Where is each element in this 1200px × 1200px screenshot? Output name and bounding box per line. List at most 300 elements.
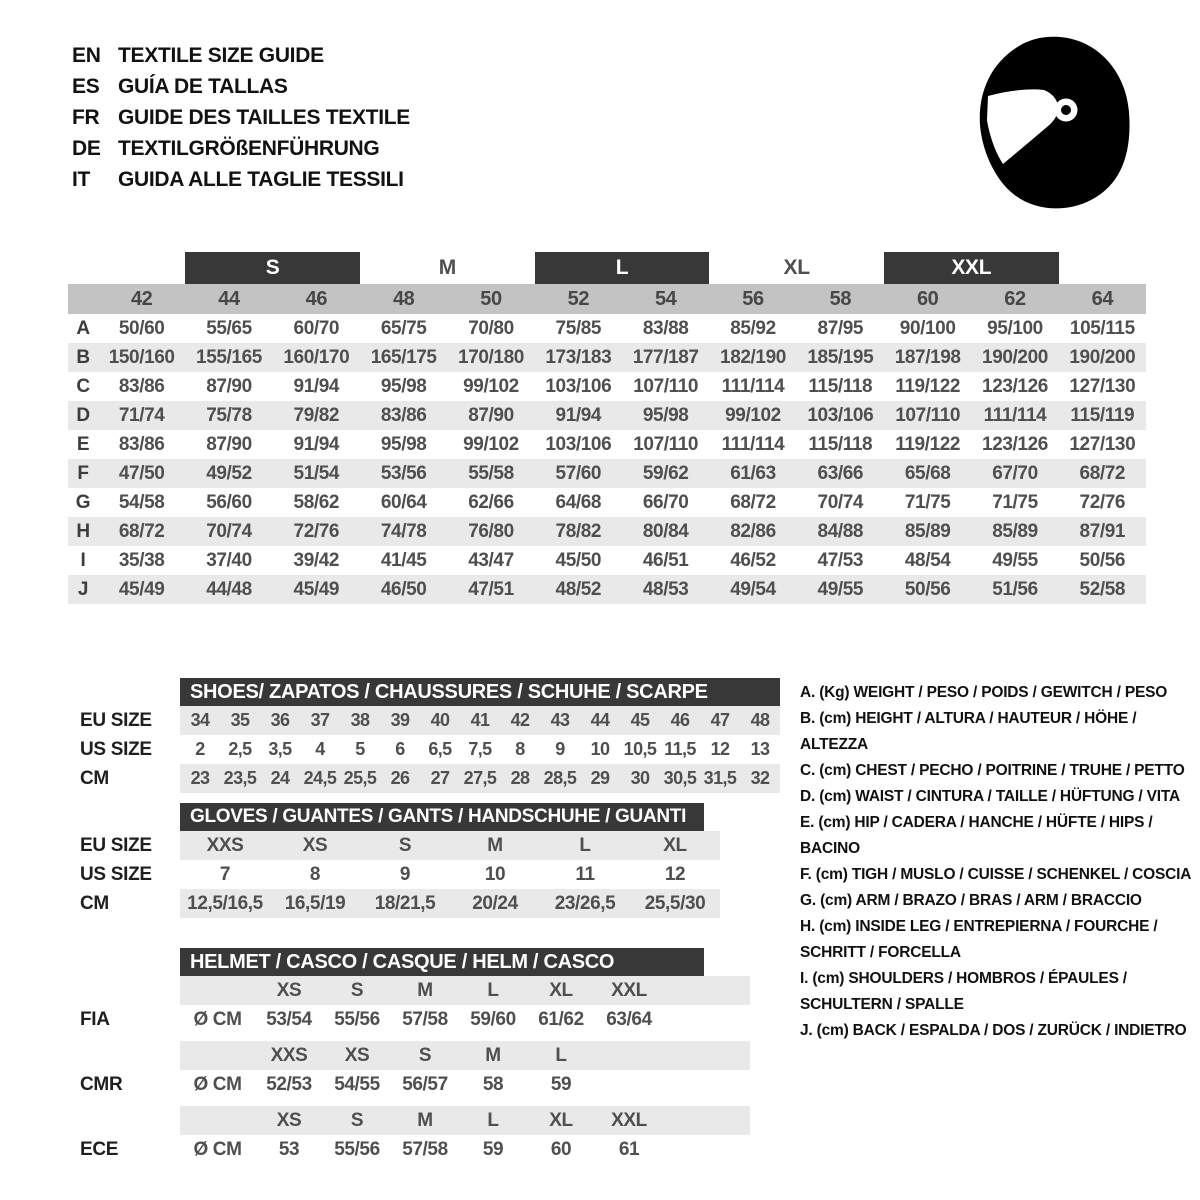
measurement-legend	[800, 680, 1200, 1044]
size-cell: S	[398, 834, 412, 856]
size-value-cell: 68/72	[1079, 462, 1126, 484]
size-value-cell: 91/94	[293, 375, 340, 397]
size-value-cell: 49/54	[730, 578, 776, 600]
size-value-cell: 103/106	[545, 433, 612, 455]
helmet-title-bar: HELMET / CASCO / CASQUE / HELM / CASCO	[180, 948, 704, 976]
size-cell: 13	[750, 739, 770, 759]
language-code: DE	[72, 136, 101, 160]
size-value-cell: 187/198	[894, 346, 961, 368]
language-code: EN	[72, 43, 101, 67]
size-value-cell: 150/160	[108, 346, 175, 368]
size-value-cell: 48/53	[642, 578, 689, 600]
size-value-cell: 91/94	[293, 433, 340, 455]
size-cell: 23,5	[223, 768, 257, 788]
helmet-size-cell: L	[555, 1044, 567, 1066]
size-cell: 42	[510, 710, 530, 730]
language-label: GUÍA DE TALLAS	[118, 74, 288, 98]
size-value-cell: 35/38	[118, 549, 165, 571]
language-label: GUIDA ALLE TAGLIE TESSILI	[118, 167, 404, 191]
gloves-section	[68, 803, 720, 918]
row-label: A	[76, 317, 90, 339]
gloves-title-bar: GLOVES / GUANTES / GANTS / HANDSCHUHE / GUANTI	[180, 803, 704, 831]
size-cell: 31,5	[703, 768, 737, 788]
size-value-cell: 55/58	[468, 462, 514, 484]
size-cell: 43	[550, 710, 570, 730]
size-cell: 3,5	[268, 739, 292, 759]
size-value-cell: 123/126	[982, 375, 1048, 397]
standard-label: ECE	[80, 1138, 119, 1160]
language-header	[72, 40, 410, 195]
size-cell: 30	[630, 768, 650, 788]
size-cell: 40	[430, 710, 450, 730]
standard-label: FIA	[80, 1008, 110, 1030]
size-value-cell: 75/85	[555, 317, 602, 339]
size-cell: 32	[750, 768, 770, 788]
size-value-cell: 49/55	[992, 549, 1038, 571]
measurement-rows	[68, 314, 1146, 604]
size-value-cell: 115/118	[808, 433, 873, 455]
size-cell: 27,5	[463, 768, 497, 788]
helmet-value-cell: 59	[550, 1073, 572, 1095]
size-cell: 9	[399, 863, 411, 885]
size-cell: 7	[219, 863, 231, 885]
size-value-cell: 47/53	[817, 549, 864, 571]
size-cell: 2	[195, 739, 205, 759]
numeric-size-cell: 64	[1091, 287, 1114, 310]
table-row	[68, 459, 1146, 488]
numeric-size-cell: 48	[392, 287, 415, 310]
size-value-cell: 87/90	[206, 433, 252, 455]
size-value-cell: 95/100	[987, 317, 1043, 339]
size-value-cell: 58/62	[293, 491, 340, 513]
table-row	[68, 488, 1146, 517]
size-value-cell: 155/165	[196, 346, 262, 368]
language-row	[72, 164, 410, 195]
size-value-cell: 85/89	[992, 520, 1038, 542]
size-value-cell: 66/70	[642, 491, 689, 513]
helmet-size-cell: XL	[549, 1109, 573, 1131]
size-value-cell: 107/110	[633, 433, 699, 455]
helmet-value-cell: 59/60	[470, 1008, 516, 1030]
size-value-cell: 111/114	[983, 404, 1047, 426]
size-value-cell: 46/50	[380, 578, 427, 600]
size-cell: 26	[390, 768, 410, 788]
size-value-cell: 127/130	[1069, 433, 1136, 455]
diameter-unit-label: Ø CM	[193, 1138, 242, 1160]
gloves-values-band	[180, 831, 720, 860]
helmet-values-band	[180, 1005, 750, 1034]
helmet-standard-table	[68, 1106, 750, 1164]
size-cell: 24,5	[303, 768, 337, 788]
size-value-cell: 71/75	[992, 491, 1038, 513]
size-value-cell: 72/76	[1079, 491, 1126, 513]
shoes-values-band	[180, 764, 780, 793]
helmet-values-row	[68, 1135, 750, 1164]
helmet-value-cell: 59	[482, 1138, 504, 1160]
size-value-cell: 65/75	[380, 317, 427, 339]
size-value-cell: 49/55	[817, 578, 864, 600]
size-value-cell: 83/86	[118, 433, 165, 455]
numeric-size-cell: 52	[567, 287, 590, 310]
size-value-cell: 46/51	[642, 549, 689, 571]
size-cell: 28	[510, 768, 530, 788]
size-value-cell: 85/89	[904, 520, 951, 542]
size-cell: L	[579, 834, 591, 856]
size-value-cell: 51/56	[992, 578, 1038, 600]
diameter-unit-label: Ø CM	[193, 1073, 242, 1095]
size-value-cell: 165/175	[370, 346, 437, 368]
helmet-values-row	[68, 1070, 750, 1099]
size-cell: 35	[230, 710, 250, 730]
size-value-cell: 87/90	[206, 375, 252, 397]
size-value-cell: 160/170	[283, 346, 350, 368]
size-row-label: EU SIZE	[80, 834, 152, 856]
size-value-cell: 107/110	[633, 375, 699, 397]
size-value-cell: 79/82	[293, 404, 340, 426]
size-value-cell: 107/110	[895, 404, 961, 426]
size-value-cell: 57/60	[555, 462, 602, 484]
standard-label-spacer	[68, 1041, 180, 1070]
size-value-cell: 85/92	[730, 317, 776, 339]
size-value-cell: 68/72	[730, 491, 776, 513]
size-value-cell: 190/200	[982, 346, 1048, 368]
size-value-cell: 72/76	[293, 520, 340, 542]
size-value-cell: 74/78	[380, 520, 427, 542]
size-value-cell: 37/40	[206, 549, 252, 571]
size-value-cell: 70/74	[206, 520, 252, 542]
size-value-cell: 123/126	[982, 433, 1048, 455]
legend-item: A. (Kg) WEIGHT / PESO / POIDS / GEWITCH / PESO	[800, 684, 1168, 701]
numeric-size-cell: 54	[654, 287, 677, 310]
size-value-cell: 83/86	[118, 375, 165, 397]
size-row-label: CM	[80, 767, 109, 789]
size-value-cell: 103/106	[545, 375, 612, 397]
shoes-row	[68, 764, 780, 793]
size-cell: 47	[710, 710, 730, 730]
size-group-label: S	[185, 252, 360, 284]
table-row	[68, 430, 1146, 459]
size-value-cell: 50/56	[904, 578, 951, 600]
helmet-size-cell: XS	[344, 1044, 370, 1066]
size-value-cell: 68/72	[118, 520, 165, 542]
helmet-sizes-row	[68, 976, 750, 1005]
size-value-cell: 127/130	[1069, 375, 1136, 397]
size-value-cell: 50/56	[1079, 549, 1126, 571]
size-value-cell: 111/114	[721, 375, 785, 397]
legend-item: D. (cm) WAIST / CINTURA / TAILLE / HÜFTUNG / VITA	[800, 788, 1180, 805]
shoes-row	[68, 735, 780, 764]
size-value-cell: 87/90	[468, 404, 514, 426]
size-value-cell: 91/94	[555, 404, 602, 426]
standard-label-spacer	[68, 1106, 180, 1135]
size-value-cell: 115/118	[808, 375, 873, 397]
diameter-unit-label: Ø CM	[193, 1008, 242, 1030]
standard-label: CMR	[80, 1073, 123, 1095]
size-value-cell: 103/106	[807, 404, 874, 426]
size-group-label: XXL	[884, 252, 1059, 284]
helmet-value-cell: 63/64	[606, 1008, 652, 1030]
language-row	[72, 40, 410, 71]
helmet-value-cell: 53	[278, 1138, 300, 1160]
size-value-cell: 95/98	[380, 433, 427, 455]
row-label: B	[76, 346, 90, 368]
size-cell: 9	[555, 739, 565, 759]
helmet-value-cell: 55/56	[334, 1008, 380, 1030]
size-row-label: EU SIZE	[80, 709, 152, 731]
row-label: F	[77, 462, 89, 484]
size-value-cell: 54/58	[118, 491, 165, 513]
size-cell: 6	[395, 739, 405, 759]
size-cell: 6,5	[428, 739, 452, 759]
helmet-size-cell: XL	[549, 979, 573, 1001]
size-cell: M	[487, 834, 503, 856]
size-cell: 4	[315, 739, 325, 759]
size-value-cell: 70/74	[817, 491, 864, 513]
legend-item: E. (cm) HIP / CADERA / HANCHE / HÜFTE / HIPS / BACINO	[800, 814, 1153, 857]
helmet-value-cell	[595, 1070, 663, 1099]
helmet-value-cell: 61	[618, 1138, 640, 1160]
gloves-row	[68, 889, 720, 918]
size-value-cell: 95/98	[642, 404, 689, 426]
helmet-value-cell: 58	[482, 1073, 504, 1095]
size-value-cell: 51/54	[293, 462, 340, 484]
numeric-size-cell: 56	[742, 287, 764, 310]
helmet-size-cell: XXL	[611, 979, 647, 1001]
size-value-cell: 99/102	[725, 404, 781, 426]
numeric-size-cell: 60	[916, 287, 939, 310]
size-group-header-row	[68, 252, 1146, 284]
helmet-icon-graphic	[975, 33, 1135, 216]
table-row	[68, 372, 1146, 401]
row-label: J	[77, 578, 89, 600]
size-value-cell: 48/54	[904, 549, 951, 571]
size-value-cell: 64/68	[555, 491, 602, 513]
size-cell: 5	[355, 739, 365, 759]
size-cell: 11,5	[664, 739, 696, 759]
size-cell: 16,5/19	[284, 892, 346, 914]
size-value-cell: 87/91	[1079, 520, 1126, 542]
size-value-cell: 173/183	[545, 346, 612, 368]
language-row	[72, 133, 410, 164]
gloves-values-band	[180, 860, 720, 889]
size-cell: 2,5	[228, 739, 252, 759]
textile-size-table	[68, 252, 1146, 604]
size-value-cell: 46/52	[730, 549, 776, 571]
table-row	[68, 546, 1146, 575]
size-cell: 41	[470, 710, 490, 730]
size-row-label: US SIZE	[80, 738, 152, 760]
helmet-values-row	[68, 1005, 750, 1034]
size-value-cell: 52/58	[1079, 578, 1126, 600]
helmet-value-cell: 54/55	[334, 1073, 380, 1095]
helmet-standard-table	[68, 1041, 750, 1099]
helmet-size-cell: L	[487, 1109, 499, 1131]
helmet-value-cell: 55/56	[334, 1138, 380, 1160]
size-cell: 44	[590, 710, 610, 730]
legend-item: H. (cm) INSIDE LEG / ENTREPIERNA / FOURCHE / SCHRITT / FORCELLA	[800, 918, 1158, 961]
size-value-cell: 60/64	[380, 491, 427, 513]
size-cell: 24	[270, 768, 290, 788]
numeric-size-cell: 46	[305, 287, 328, 310]
size-value-cell: 105/115	[1069, 317, 1135, 339]
size-value-cell: 39/42	[293, 549, 340, 571]
numeric-size-cell: 42	[130, 287, 153, 310]
helmet-size-cell: S	[350, 1109, 364, 1131]
language-code: ES	[72, 74, 100, 98]
table-row	[68, 517, 1146, 546]
table-row	[68, 401, 1146, 430]
size-value-cell: 47/51	[468, 578, 514, 600]
size-value-cell: 75/78	[206, 404, 252, 426]
size-value-cell: 59/62	[642, 462, 689, 484]
language-row	[72, 71, 410, 102]
helmet-size-cell: L	[487, 979, 499, 1001]
gloves-rows	[68, 831, 720, 918]
numeric-size-row	[68, 284, 1146, 314]
helmet-size-cell: XS	[276, 979, 302, 1001]
legend-item: G. (cm) ARM / BRAZO / BRAS / ARM / BRACCIO	[800, 892, 1142, 909]
size-value-cell: 50/60	[118, 317, 165, 339]
shoes-section	[68, 678, 780, 793]
size-value-cell: 119/122	[895, 375, 961, 397]
helmet-size-section	[68, 948, 750, 1164]
size-value-cell: 70/80	[468, 317, 514, 339]
size-value-cell: 71/74	[118, 404, 165, 426]
size-value-cell: 65/68	[904, 462, 951, 484]
size-group-label: L	[535, 252, 710, 284]
size-value-cell: 119/122	[895, 433, 961, 455]
size-value-cell: 185/195	[807, 346, 874, 368]
size-cell: 20/24	[472, 892, 518, 914]
numeric-size-cell: 44	[218, 287, 240, 310]
row-label: G	[75, 491, 91, 513]
helmet-value-cell: 56/57	[402, 1073, 448, 1095]
gloves-row	[68, 831, 720, 860]
helmet-sizes-band	[180, 1106, 750, 1135]
shoes-row	[68, 706, 780, 735]
size-value-cell: 45/49	[293, 578, 340, 600]
row-label-spacer	[68, 284, 98, 314]
size-cell: 12	[664, 863, 686, 885]
helmet-sizes-row	[68, 1106, 750, 1135]
size-cell: 25,5/30	[644, 892, 706, 914]
size-value-cell: 48/52	[555, 578, 602, 600]
size-value-cell: 190/200	[1069, 346, 1136, 368]
size-value-cell: 84/88	[817, 520, 864, 542]
language-label: TEXTILGRÖßENFÜHRUNG	[118, 136, 380, 160]
size-value-cell: 83/86	[380, 404, 427, 426]
legend-item: C. (cm) CHEST / PECHO / POITRINE / TRUHE / PETTO	[800, 762, 1185, 779]
size-cell: 27	[430, 768, 450, 788]
size-value-cell: 47/50	[118, 462, 165, 484]
size-value-cell: 45/50	[555, 549, 602, 571]
table-row	[68, 575, 1146, 604]
size-cell: 48	[750, 710, 770, 730]
size-cell: 30,5	[663, 768, 697, 788]
size-value-cell: 115/119	[1070, 404, 1135, 426]
row-label: H	[76, 520, 90, 542]
size-cell: 11	[575, 863, 595, 885]
language-code: IT	[72, 167, 91, 191]
size-cell: 29	[590, 768, 610, 788]
language-code: FR	[72, 105, 100, 129]
size-value-cell: 177/187	[632, 346, 699, 368]
helmet-standards	[68, 976, 750, 1164]
shoes-values-band	[180, 706, 780, 735]
size-cell: 34	[190, 710, 210, 730]
gloves-row	[68, 860, 720, 889]
size-value-cell: 61/63	[730, 462, 776, 484]
size-cell: 7,5	[468, 739, 492, 759]
size-cell: 23	[190, 768, 210, 788]
unit-spacer	[180, 1106, 255, 1135]
size-value-cell: 80/84	[642, 520, 689, 542]
shoes-values-band	[180, 735, 780, 764]
legend-item: B. (cm) HEIGHT / ALTURA / HAUTEUR / HÖHE / ALTEZZA	[800, 710, 1137, 753]
size-value-cell: 83/88	[642, 317, 689, 339]
row-label: E	[76, 433, 90, 455]
helmet-sizes-row	[68, 1041, 750, 1070]
helmet-standard-table	[68, 976, 750, 1034]
size-group-label: XL	[783, 256, 810, 279]
size-value-cell: 55/65	[206, 317, 252, 339]
size-cell: 8	[309, 863, 321, 885]
gloves-values-band	[180, 889, 720, 918]
size-cell: 10,5	[623, 739, 657, 759]
numeric-size-cell: 58	[829, 287, 852, 310]
size-value-cell: 41/45	[380, 549, 427, 571]
size-cell: 10	[484, 863, 506, 885]
row-label: C	[76, 375, 90, 397]
size-value-cell: 90/100	[899, 317, 956, 339]
size-value-cell: 111/114	[721, 433, 785, 455]
size-value-cell: 56/60	[206, 491, 252, 513]
size-cell: 38	[350, 710, 370, 730]
size-value-cell: 63/66	[817, 462, 864, 484]
size-group-label: M	[438, 256, 456, 279]
helmet-size-cell: S	[418, 1044, 432, 1066]
size-value-cell: 95/98	[380, 375, 427, 397]
helmet-value-cell: 60	[550, 1138, 572, 1160]
size-value-cell: 44/48	[206, 578, 252, 600]
size-value-cell: 87/95	[817, 317, 864, 339]
row-label: D	[76, 404, 90, 426]
language-label: GUIDE DES TAILLES TEXTILE	[118, 105, 410, 129]
size-cell: 46	[670, 710, 690, 730]
size-value-cell: 182/190	[720, 346, 786, 368]
legend-item: J. (cm) BACK / ESPALDA / DOS / ZURÜCK / INDIETRO	[800, 1022, 1187, 1039]
size-value-cell: 62/66	[468, 491, 514, 513]
size-cell: 36	[270, 710, 290, 730]
numeric-size-cell: 50	[480, 287, 502, 310]
size-value-cell: 99/102	[463, 375, 519, 397]
size-cell: 45	[630, 710, 650, 730]
size-row-label: CM	[80, 892, 109, 914]
table-row	[68, 343, 1146, 372]
helmet-size-cell: M	[485, 1044, 501, 1066]
helmet-size-cell: M	[417, 979, 433, 1001]
helmet-size-cell: XXS	[270, 1044, 308, 1066]
helmet-value-cell: 61/62	[538, 1008, 584, 1030]
size-value-cell: 71/75	[904, 491, 951, 513]
size-cell: 25,5	[343, 768, 377, 788]
size-value-cell: 82/86	[730, 520, 776, 542]
size-cell: 18/21,5	[374, 892, 436, 914]
shoes-title-bar: SHOES/ ZAPATOS / CHAUSSURES / SCHUHE / SCARPE	[180, 678, 780, 706]
helmet-value-cell: 57/58	[402, 1008, 448, 1030]
unit-spacer	[180, 1041, 255, 1070]
racing-helmet-icon	[975, 33, 1135, 216]
